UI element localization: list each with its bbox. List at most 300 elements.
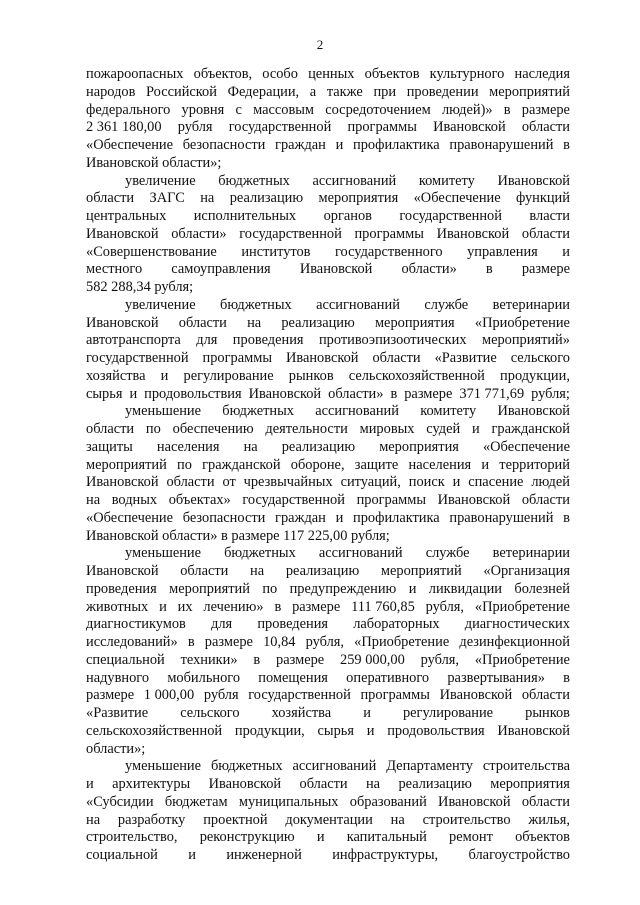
word: безопасности [182,137,266,153]
word: оперативного [346,669,430,686]
text-line [86,173,570,191]
word: судей [426,421,461,437]
word: спасение [468,474,524,491]
word: бюджетных [218,172,290,189]
word: бюджетам [164,793,228,810]
word: жилья, [528,811,570,828]
word: области [521,687,570,704]
text-line [86,119,570,137]
word: государственной [239,225,342,242]
word: области» [171,225,227,242]
word: продукции, [500,367,570,384]
word: дезинфекционной [459,634,570,650]
word: ассигнований [312,172,397,189]
word: защите [354,456,399,473]
word: строительства [482,758,570,775]
word: области [521,119,570,136]
word: уровня [181,101,225,118]
word: 1 000,00 [143,687,195,704]
word: хозяйства [86,367,146,384]
word: Ивановской [497,172,570,189]
word: рубля, [425,598,465,615]
word: чрезвычайных [243,474,333,491]
word: развертывания» [447,669,545,686]
word: федерального [86,101,171,118]
word: в [187,634,195,650]
word: объектов, [193,66,253,82]
word: уменьшение [125,403,202,420]
word: «Приобретение [474,598,570,615]
word: пожароопасных [86,66,184,82]
text-line [86,492,570,510]
text-line [86,457,570,475]
text-line [86,528,570,546]
word: правонарушений [449,137,554,153]
word: сырья [86,385,123,402]
word: автотранспорта [86,332,181,349]
word: водных [111,492,158,508]
word: «Организация [483,563,570,579]
word: массовым [253,101,315,118]
word: мероприятий [169,580,250,597]
word: и [335,509,344,526]
text-line [86,741,570,759]
word: мобильного [167,669,241,686]
word: проведении [406,83,479,100]
word: управления [467,243,538,260]
word: на [390,811,405,828]
word: мероприятий [380,563,462,579]
word: техники» [180,651,238,668]
word: программы [360,687,430,704]
text-line [86,616,570,634]
word: сырья [317,722,354,739]
word: «Обеспечение [86,137,173,153]
word: Ивановской области»; [86,154,222,171]
text-line [86,599,570,617]
word: диагностических [464,616,570,633]
word: наследия [514,66,570,82]
word: программы [347,119,417,136]
text-line [86,652,570,670]
word: размере [404,385,453,402]
word: центральных [86,208,167,224]
word: увеличение [125,172,196,189]
word: рубля; [531,385,570,402]
word: 10,84 [263,634,296,650]
word: в [563,669,570,686]
word: Департаменту [386,758,474,775]
word: регулирование [402,705,494,721]
word: исследований» [86,634,178,650]
word: Ивановской [86,314,159,331]
word: Ивановской [438,793,511,810]
word: Ивановской [248,385,322,402]
word: населения [408,456,472,473]
word: на [243,438,258,455]
word: предупреждению [289,580,397,597]
word: программы [354,225,424,242]
word: Ивановской [86,563,159,579]
word: Ивановской области» в размере 117 225,00 рубля; [86,527,390,544]
word: ассигнований [292,758,377,775]
word: проведения [232,332,304,349]
word: документации [285,811,373,828]
word: их [177,598,193,615]
text-line [86,634,570,652]
word: сельского [510,350,570,366]
word: размере [521,261,570,278]
word: государственной [86,350,189,366]
word: программы [356,492,427,508]
word: людей)» [441,101,493,118]
word: сельскохозяйственной [348,367,485,384]
word: инженерной [226,847,302,863]
word: для [196,332,218,349]
word: ликвидации [428,580,502,597]
text-line [86,102,570,120]
text-line [86,66,570,84]
word: и [159,598,167,615]
word: реализацию [229,190,304,207]
text-line [86,723,570,741]
word: строительство [422,811,511,828]
word: «Совершенствование [86,243,217,260]
word: Ивановской [86,474,159,491]
word: людей [531,474,570,491]
word: функций [516,190,570,207]
word: проведения [86,580,157,597]
word: Ивановской [285,350,359,366]
word: на [200,190,215,207]
text-line [86,279,570,297]
word: обеспечению [172,421,254,437]
word: Ивановской [497,722,570,739]
word: на [250,563,265,579]
text-line [86,812,570,830]
word: населения [156,438,220,455]
word: по [145,421,161,437]
word: специальной [86,651,165,668]
word: государственного [334,243,443,260]
text-line [86,208,570,226]
word: государственной [399,208,502,224]
word: граждан [275,137,326,153]
word: Ивановской [299,261,373,278]
word: лабораторных [353,616,440,633]
word: 582 288,34 рубля; [86,279,194,295]
text-line [86,705,570,723]
word: помещения [258,669,328,686]
word: в [390,385,398,402]
word: местного [86,261,143,278]
word: реконструкцию [199,829,295,846]
word: мероприятий» [481,332,570,349]
word: противоэпизоотических [318,332,467,349]
text-line [86,776,570,794]
word: хозяйства [271,705,332,721]
text-line [86,794,570,812]
word: ценных [308,66,355,82]
word: при [373,83,397,100]
text-line [86,368,570,386]
word: защиты [86,438,133,455]
word: и [562,243,570,260]
word: объектов [515,829,570,846]
word: государственной [248,687,351,704]
word: мероприятий [86,456,167,473]
text-line [86,261,570,279]
word: Ивановской [433,119,506,136]
word: реализацию [398,776,472,792]
word: области [178,314,227,331]
word: особо [262,66,298,82]
word: для [211,616,233,633]
word: власти [529,208,570,224]
word: 371 771,69 [459,385,525,402]
word: бюджетных [224,545,296,562]
word: болезней [514,580,570,597]
word: государственной [242,492,345,508]
word: размере [521,101,570,118]
word: деятельности [265,421,348,437]
word: службе [424,296,469,313]
word: народов [86,83,136,100]
word: и [316,829,325,846]
word: сельскохозяйственной [86,722,223,739]
word: области [372,350,421,366]
text-line [86,670,570,688]
word: Ивановской [208,776,282,792]
word: продовольствия [387,722,485,739]
word: ремонт [449,829,493,846]
word: рубля, [420,651,460,668]
word: от [222,474,236,491]
word: гражданской [491,421,570,437]
text-line [86,226,570,244]
word: рубля [177,119,213,136]
word: области [166,474,215,491]
word: также [326,83,363,100]
word: 111 760,85 [351,598,415,615]
word: «Приобретение [474,651,570,668]
word: государственной [228,119,332,136]
word: поиск [408,474,445,491]
word: и [335,137,344,153]
text-line [86,474,570,492]
text-line [86,244,570,262]
word: размере [292,598,341,615]
text-line [86,421,570,439]
word: надувного [86,669,150,686]
word: «Обеспечение [482,438,570,455]
word: животных [86,598,149,615]
word: лечению» [203,598,264,615]
word: области [521,492,570,508]
word: институтов [241,243,311,260]
word: Ивановской [437,492,511,508]
word: архитектуры [112,776,191,792]
word: сельского [180,705,240,721]
word: профилактика [353,509,440,526]
word: органов [323,208,372,224]
word: благоустройство [468,847,570,863]
word: в [253,651,261,668]
word: рынков [525,705,570,721]
word: продовольствия [144,385,242,402]
word: на [247,314,262,331]
word: и [188,847,196,863]
word: рынков [288,367,334,384]
word: разработку [117,811,186,828]
word: Федерации, [227,83,300,100]
word: проведения [257,616,329,633]
word: области»; [86,740,146,757]
text-line [86,510,570,528]
text-line [86,687,570,705]
word: мероприятия [490,776,570,792]
word: уменьшение [125,545,202,562]
word: на [86,492,101,508]
word: объектах» [168,492,231,508]
text-line [86,829,570,847]
word: размере [204,634,253,650]
word: в [563,137,570,153]
word: территорий [499,456,570,473]
word: в [274,598,282,615]
word: ассигнований [318,545,403,562]
word: в [503,101,511,118]
word: строительство, [86,829,178,846]
word: граждан [275,509,326,526]
word: сосредоточением [325,101,431,118]
word: муниципальных [238,793,339,810]
word: рубля, [305,634,344,650]
word: мероприятия [318,190,399,207]
word: области [299,776,348,792]
word: размере [276,651,325,668]
word: проектной [203,811,268,828]
word: и [129,385,138,402]
word: бюджетных [220,296,292,313]
word: увеличение [125,296,196,313]
word: Ивановской [86,225,159,242]
word: «Развитие [434,350,497,366]
word: «Развитие [86,705,149,721]
word: рубля [203,687,239,704]
word: программы [202,350,272,366]
word: службе [425,545,470,562]
word: социальной [86,847,158,863]
word: области [521,793,570,810]
word: диагностикумов [86,616,186,633]
word: реализацию [285,563,360,579]
word: «Обеспечение [413,190,501,207]
text-line [86,350,570,368]
word: гражданской [202,456,281,473]
word: ЗАГС [149,190,185,207]
word: ситуаций, [340,474,401,491]
word: по [262,580,278,597]
word: и [160,367,169,384]
text-line [86,84,570,102]
word: а [309,83,317,100]
text-line [86,403,570,421]
word: безопасности [182,509,266,526]
word: в [485,261,493,278]
word: самоуправления [171,261,271,278]
word: размере [86,687,135,704]
word: области [86,421,135,437]
word: мероприятий [489,83,570,100]
word: реализацию [281,438,356,455]
word: «Обеспечение [86,509,173,526]
word: и [481,456,490,473]
text-line [86,581,570,599]
word: обороне, [290,456,345,473]
word: исполнительных [193,208,297,224]
word: области [521,225,570,242]
word: бюджетных [210,758,283,775]
word: и [452,474,461,491]
word: и [363,705,371,721]
text-line [86,545,570,563]
word: бюджетных [222,403,294,420]
word: области» [401,261,457,278]
text-line [86,563,570,581]
word: «Приобретение [354,634,450,650]
word: комитету [418,172,475,189]
word: по [177,456,192,473]
word: мировых [359,421,415,437]
word: «Приобретение [474,314,570,331]
word: ассигнований [315,403,399,420]
word: Ивановской [497,403,570,420]
text-line [86,190,570,208]
word: ветеринарии [492,545,570,562]
word: Ивановской [439,687,513,704]
word: уменьшение [125,758,202,775]
word: Ивановской [436,225,510,242]
word: мероприятия [379,438,459,455]
word: Российской [146,83,217,100]
page-number: 2 [316,37,324,52]
word: объектов [364,66,420,82]
word: и [472,421,480,437]
word: культурного [429,66,505,82]
word: комитету [420,403,477,420]
text-line [86,155,570,173]
word: профилактика [353,137,440,153]
word: и [86,776,94,792]
word: мероприятия [374,314,455,331]
text-line [86,386,570,404]
word: 2 361 180,00 [86,119,162,136]
word: капитальный [346,829,427,846]
word: области [86,190,135,207]
word: «Субсидии [86,793,154,810]
word: области» [328,385,384,402]
word: 259 000,00 [340,651,405,668]
word: на [365,776,381,792]
text-line [86,315,570,333]
text-line [86,137,570,155]
word: области [180,563,229,579]
word: образований [349,793,427,810]
word: инфраструктуры, [332,847,439,863]
word: и [408,580,417,597]
word: правонарушений [449,509,554,526]
